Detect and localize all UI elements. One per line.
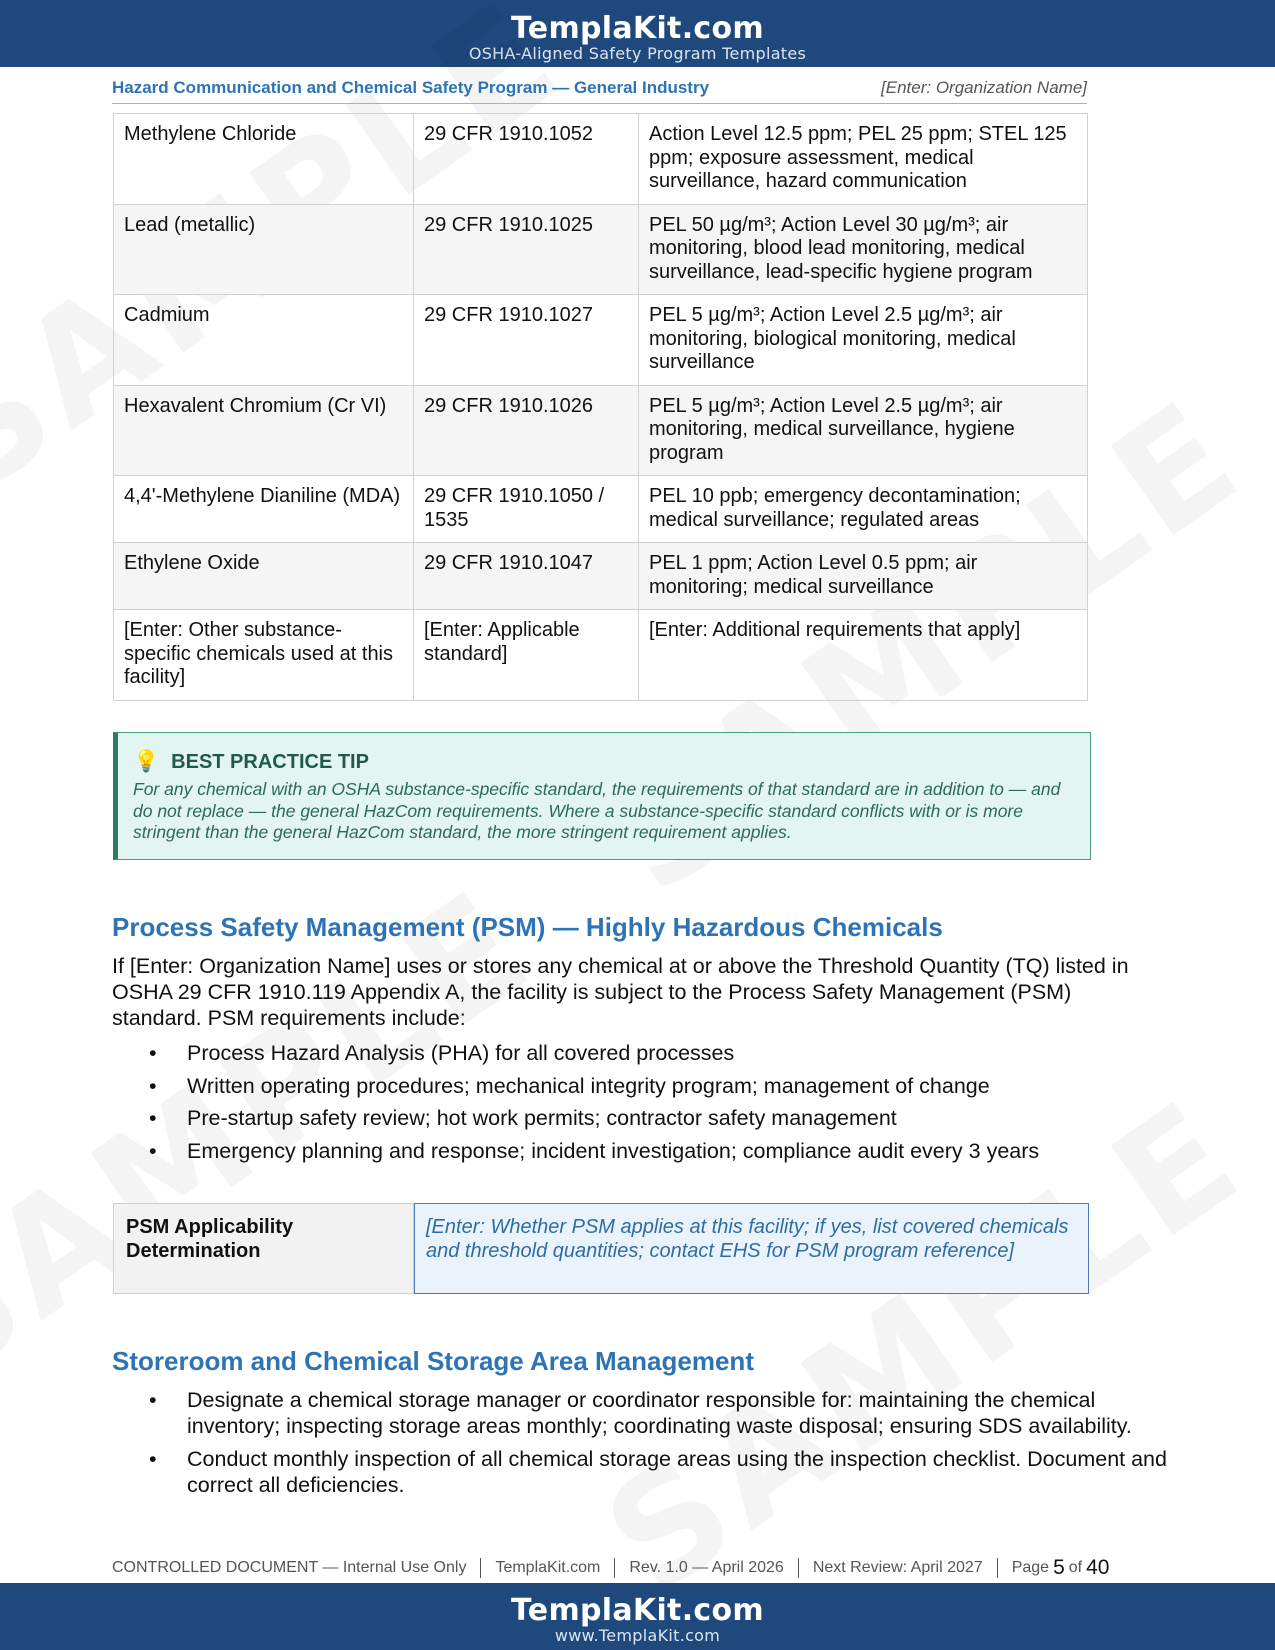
psm-requirements-list bbox=[112, 1040, 1172, 1170]
bottom-banner bbox=[0, 1583, 1275, 1650]
best-practice-tip bbox=[113, 732, 1091, 860]
psm-heading: Process Safety Management (PSM) — Highly Hazardous Chemicals bbox=[112, 912, 943, 942]
table-row bbox=[114, 610, 1088, 701]
chemical-cell: Hexavalent Chromium (Cr VI) bbox=[114, 385, 414, 476]
footer-revision: Rev. 1.0 — April 2026 bbox=[629, 1559, 784, 1576]
table-row bbox=[114, 114, 1088, 205]
chemical-cell: Ethylene Oxide bbox=[114, 543, 414, 610]
list-item: • Process Hazard Analysis (PHA) for all covered processes bbox=[112, 1040, 1172, 1066]
psm-intro: If [Enter: Organization Name] uses or stores any chemical at or above the Threshold Quantity (TQ) listed in OSHA 29 CFR 1910.119 Appendix A, the facility is subject to the Process Safety Management (PSM) standard. PSM requirements include: bbox=[112, 954, 1129, 1030]
tip-heading bbox=[133, 749, 1074, 775]
banner-brand: TemplaKit.com bbox=[511, 1593, 764, 1628]
table-row bbox=[114, 385, 1088, 476]
psm-determination-field[interactable]: [Enter: Whether PSM applies at this facility; if yes, list covered chemicals and threshold quantities; contact EHS for PSM program reference] bbox=[414, 1203, 1089, 1294]
requirements-cell: Action Level 12.5 ppm; PEL 25 ppm; STEL 125 ppm; exposure assessment, medical surveillance, hazard communication bbox=[639, 114, 1088, 205]
requirements-cell: PEL 5 µg/m³; Action Level 2.5 µg/m³; air monitoring, medical surveillance, hygiene program bbox=[639, 385, 1088, 476]
top-banner bbox=[0, 0, 1275, 67]
storeroom-list bbox=[112, 1387, 1172, 1504]
standard-cell: 29 CFR 1910.1052 bbox=[414, 114, 639, 205]
banner-tagline: OSHA-Aligned Safety Program Templates bbox=[468, 44, 807, 63]
footer-page-total: 40 bbox=[1086, 1556, 1110, 1579]
footer-divider bbox=[997, 1558, 998, 1578]
substance-standards-table bbox=[113, 113, 1088, 701]
tip-body: For any chemical with an OSHA substance-specific standard, the requirements of that standard are in addition to — and do not replace — the general HazCom requirements. Where a substance-specific standard conflicts with or is more stringent than the general HazCom standard, the more stringent requirement applies. bbox=[133, 779, 1061, 842]
standard-cell: 29 CFR 1910.1026 bbox=[414, 385, 639, 476]
storeroom-heading: Storeroom and Chemical Storage Area Management bbox=[112, 1346, 754, 1376]
organization-placeholder: [Enter: Organization Name] bbox=[881, 78, 1087, 97]
psm-determination-box bbox=[113, 1203, 1089, 1294]
standard-cell: 29 CFR 1910.1047 bbox=[414, 543, 639, 610]
requirements-cell: [Enter: Additional requirements that apply] bbox=[639, 610, 1088, 701]
footer-next-review: Next Review: April 2027 bbox=[812, 1559, 983, 1576]
document-title: Hazard Communication and Chemical Safety Program — General Industry bbox=[112, 78, 710, 97]
requirements-cell: PEL 5 µg/m³; Action Level 2.5 µg/m³; air monitoring, biological monitoring, medical surveillance bbox=[639, 295, 1088, 386]
standard-cell: [Enter: Applicable standard] bbox=[414, 610, 639, 701]
list-item: • Designate a chemical storage manager or coordinator responsible for: maintaining the chemical inventory; inspecting storage areas monthly; coordinating waste disposal; ensuring SDS availability. bbox=[112, 1387, 1172, 1439]
table-row bbox=[114, 476, 1088, 543]
list-item: • Written operating procedures; mechanical integrity program; management of change bbox=[112, 1073, 1172, 1099]
running-header bbox=[112, 78, 1087, 104]
chemical-cell: Methylene Chloride bbox=[114, 114, 414, 205]
footer-control: CONTROLLED DOCUMENT — Internal Use Only bbox=[112, 1559, 467, 1576]
psm-determination-label: PSM Applicability Determination bbox=[113, 1203, 414, 1294]
footer-divider bbox=[798, 1558, 799, 1578]
footer-page-label: Page bbox=[1011, 1559, 1050, 1576]
footer-divider bbox=[480, 1558, 481, 1578]
banner-url[interactable]: www.TemplaKit.com bbox=[554, 1626, 721, 1645]
chemical-cell: Cadmium bbox=[114, 295, 414, 386]
tip-title: BEST PRACTICE TIP bbox=[171, 750, 369, 773]
footer-page-number: 5 bbox=[1053, 1556, 1065, 1579]
lightbulb-icon: 💡 bbox=[133, 750, 160, 773]
footer-divider bbox=[614, 1558, 615, 1578]
footer-site: TemplaKit.com bbox=[495, 1559, 601, 1576]
list-item: • Emergency planning and response; incident investigation; compliance audit every 3 years bbox=[112, 1138, 1172, 1164]
table-row bbox=[114, 204, 1088, 295]
chemical-cell: 4,4'-Methylene Dianiline (MDA) bbox=[114, 476, 414, 543]
list-item: • Conduct monthly inspection of all chemical storage areas using the inspection checklist. Document and correct all deficiencies. bbox=[112, 1446, 1172, 1498]
requirements-cell: PEL 10 ppb; emergency decontamination; medical surveillance; regulated areas bbox=[639, 476, 1088, 543]
requirements-cell: PEL 50 µg/m³; Action Level 30 µg/m³; air monitoring, blood lead monitoring, medical surveillance, lead-specific hygiene program bbox=[639, 204, 1088, 295]
list-item: • Pre-startup safety review; hot work permits; contractor safety management bbox=[112, 1105, 1172, 1131]
standard-cell: 29 CFR 1910.1027 bbox=[414, 295, 639, 386]
standard-cell: 29 CFR 1910.1050 / 1535 bbox=[414, 476, 639, 543]
table-row bbox=[114, 295, 1088, 386]
requirements-cell: PEL 1 ppm; Action Level 0.5 ppm; air monitoring; medical surveillance bbox=[639, 543, 1088, 610]
banner-brand: TemplaKit.com bbox=[511, 11, 764, 46]
table-row bbox=[114, 543, 1088, 610]
standard-cell: 29 CFR 1910.1025 bbox=[414, 204, 639, 295]
page-footer bbox=[112, 1553, 1162, 1583]
footer-of-label: of bbox=[1068, 1559, 1083, 1576]
chemical-cell: Lead (metallic) bbox=[114, 204, 414, 295]
chemical-cell: [Enter: Other substance-specific chemicals used at this facility] bbox=[114, 610, 414, 701]
